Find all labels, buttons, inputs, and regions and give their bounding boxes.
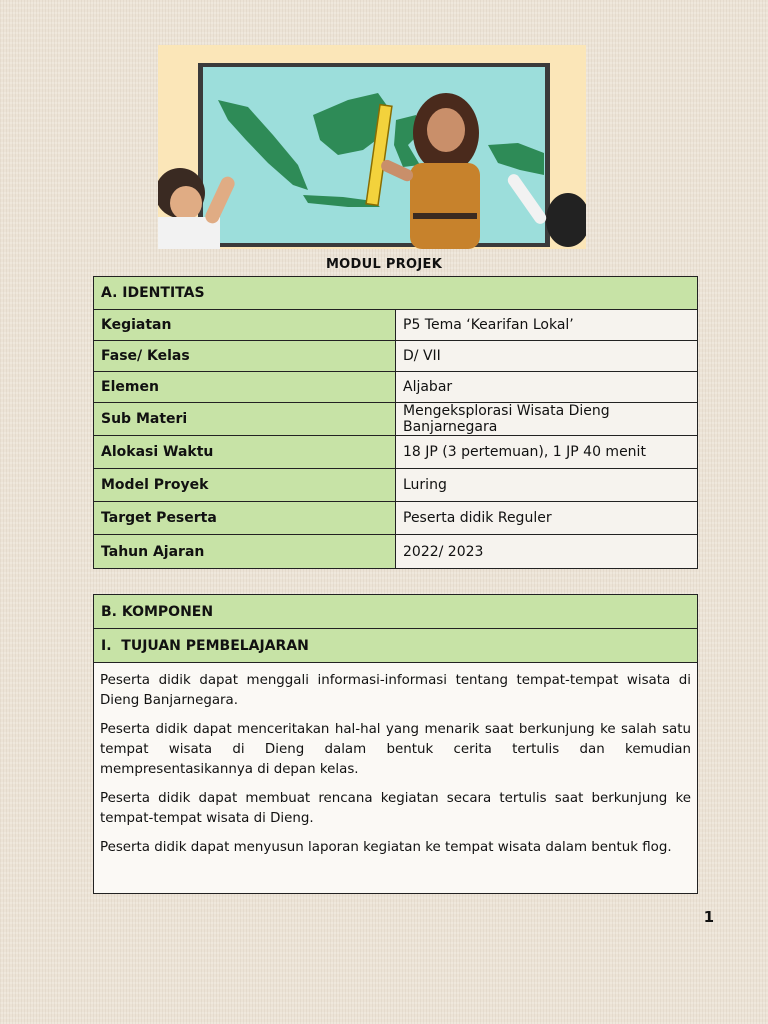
row-label-sub-materi: Sub Materi xyxy=(94,403,396,436)
row-label-target-peserta: Target Peserta xyxy=(94,502,396,535)
row-value-alokasi-waktu: 18 JP (3 pertemuan), 1 JP 40 menit xyxy=(396,436,698,469)
objective-paragraph: Peserta didik dapat menggali informasi-informasi tentang tempat-tempat wisata di Dieng Banjarnegara. xyxy=(100,673,691,708)
komponen-header: B. KOMPONEN xyxy=(94,595,698,629)
document-title: MODUL PROJEK xyxy=(325,257,443,272)
row-value-fase-kelas: D/ VII xyxy=(396,341,698,372)
row-label-model-proyek: Model Proyek xyxy=(94,469,396,502)
row-label-tahun-ajaran: Tahun Ajaran xyxy=(94,535,396,569)
page-number: 1 xyxy=(703,908,714,926)
row-value-kegiatan: P5 Tema ‘Kearifan Lokal’ xyxy=(396,310,698,341)
tujuan-pembelajaran-body xyxy=(94,663,698,894)
identitas-header: A. IDENTITAS xyxy=(94,277,698,310)
objective-paragraph: Peserta didik dapat membuat rencana kegiatan secara tertulis saat berkunjung ke tempat-tempat wisata di Dieng. xyxy=(100,791,691,826)
row-label-kegiatan: Kegiatan xyxy=(94,310,396,341)
classroom-map-illustration xyxy=(158,45,586,249)
row-label-alokasi-waktu: Alokasi Waktu xyxy=(94,436,396,469)
row-value-tahun-ajaran: 2022/ 2023 xyxy=(396,535,698,569)
row-value-sub-materi: Mengeksplorasi Wisata Dieng Banjarnegara xyxy=(396,403,698,436)
komponen-table xyxy=(93,594,698,894)
objective-paragraph: Peserta didik dapat menyusun laporan kegiatan ke tempat wisata dalam bentuk flog. xyxy=(100,840,672,855)
objective-paragraph: Peserta didik dapat menceritakan hal-hal yang menarik saat berkunjung ke salah satu tempat wisata di Dieng dalam bentuk cerita tertulis dan kemudian mempresentasikannya di depan kelas. xyxy=(100,722,691,777)
row-value-elemen: Aljabar xyxy=(396,372,698,403)
row-value-model-proyek: Luring xyxy=(396,469,698,502)
row-value-target-peserta: Peserta didik Reguler xyxy=(396,502,698,535)
row-label-elemen: Elemen xyxy=(94,372,396,403)
row-label-fase-kelas: Fase/ Kelas xyxy=(94,341,396,372)
identitas-table xyxy=(93,276,698,569)
tujuan-pembelajaran-header: I. TUJUAN PEMBELAJARAN xyxy=(94,629,698,663)
